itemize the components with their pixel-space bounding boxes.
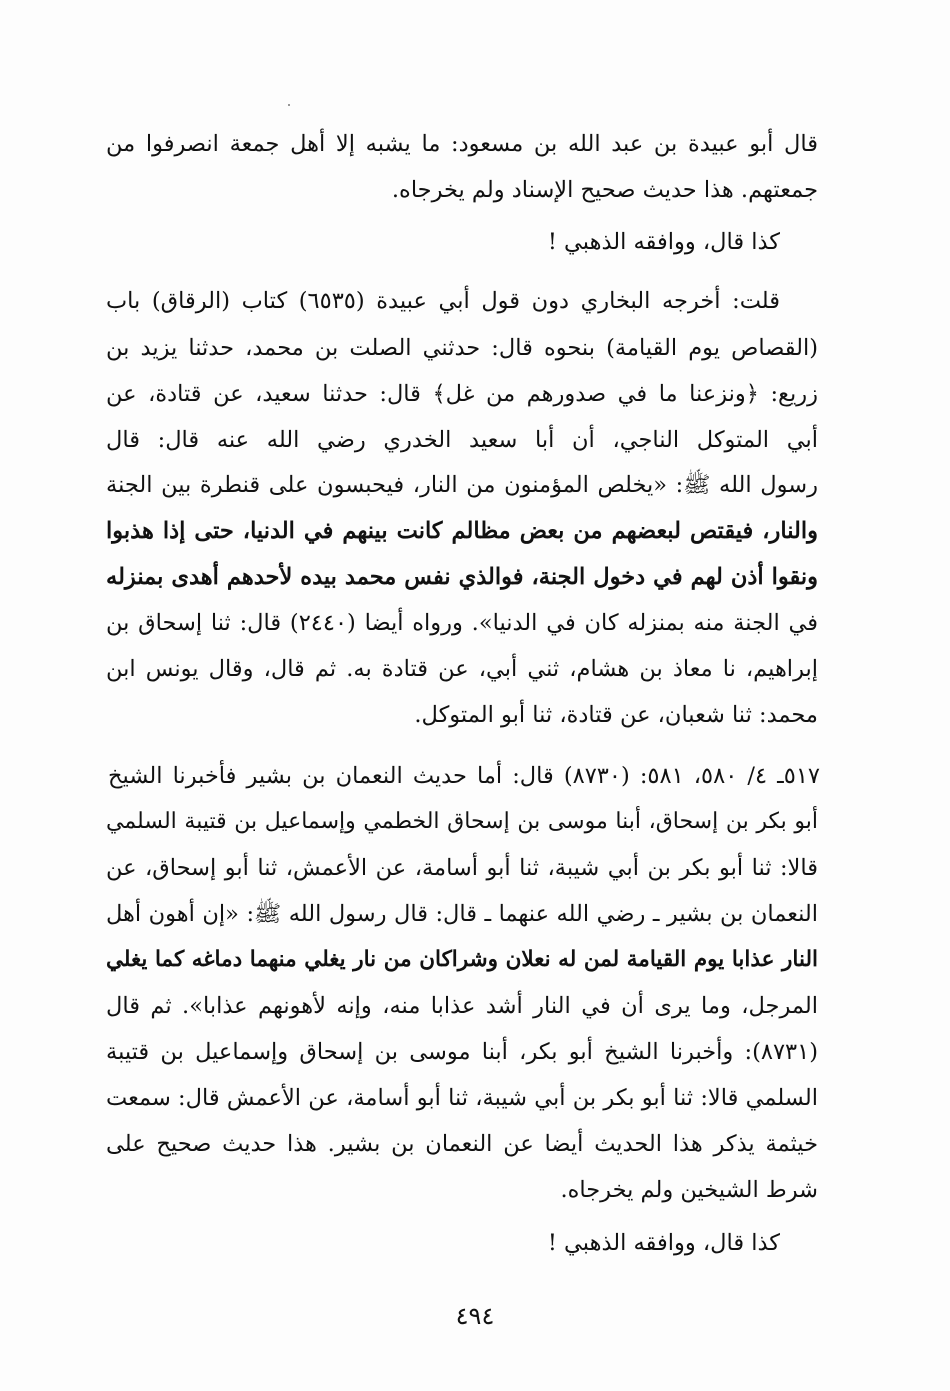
- text-line: المرجل، وما يرى أن في النار أشد عذابا منه، وإنه لأهونهم عذابا». ثم قال: [106, 993, 818, 1019]
- text-line: أبي المتوكل الناجي، أن أبا سعيد الخدري رضي الله عنه قال: قال: [106, 427, 818, 453]
- text-line: ٥١٧ـ ٤/ ٥٨٠، ٥٨١: (٨٧٣٠) قال: أما حديث النعمان بن بشير فأخبرنا الشيخ: [108, 763, 821, 789]
- speck: [288, 104, 290, 106]
- text-line: محمد: ثنا شعبان، عن قتادة، ثنا أبو المتوكل.: [414, 702, 818, 728]
- text-line: (٨٧٣١): وأخبرنا الشيخ أبو بكر، أبنا موسى بن إسحاق وإسماعيل بن قتيبة: [106, 1039, 818, 1065]
- text-line: أبو بكر بن إسحاق، أبنا موسى بن إسحاق الخطمي وإسماعيل بن قتيبة السلمي: [106, 809, 818, 834]
- text-line: السلمي قالا: ثنا أبو بكر بن أبي شيبة، ثنا أبو أسامة، عن الأعمش قال: سمعت: [106, 1085, 818, 1111]
- text-line: كذا قال، ووافقه الذهبي !: [547, 229, 780, 255]
- text-line: زريع: ﴿ونزعنا ما في صدورهم من غل﴾ قال: حدثنا سعيد، عن قتادة، عن: [106, 381, 818, 407]
- text-line: رسول الله ﷺ: «يخلص المؤمنون من النار، فيحبسون على قنطرة بين الجنة: [106, 472, 818, 498]
- text-line: جمعتهم. هذا حديث صحيح الإسناد ولم يخرجاه.: [391, 177, 818, 203]
- text-line: في الجنة منه بمنزله كان في الدنيا». ورواه أيضا (٢٤٤٠) قال: ثنا إسحاق بن: [106, 610, 818, 636]
- text-line: شرط الشيخين ولم يخرجاه.: [560, 1177, 818, 1203]
- text-line: ونقوا أذن لهم في دخول الجنة، فوالذي نفس محمد بيده لأحدهم أهدى بمنزله: [106, 564, 818, 590]
- text-line: قال أبو عبيدة بن عبد الله بن مسعود: ما يشبه إلا أهل جمعة انصرفوا من: [106, 131, 818, 157]
- text-line: خيثمة يذكر هذا الحديث أيضا عن النعمان بن بشير. هذا حديث صحيح على: [106, 1131, 818, 1157]
- text-line: (القصاص يوم القيامة) بنحوه قال: حدثني الصلت بن محمد، حدثنا يزيد بن: [106, 335, 818, 361]
- text-line: إبراهيم، نا معاذ بن هشام، ثني أبي، عن قتادة به. ثم قال، وقال يونس ابن: [106, 656, 818, 682]
- text-line: قلت: أخرجه البخاري دون قول أبي عبيدة (٦٥٣٥) كتاب (الرقاق) باب: [106, 288, 780, 314]
- text-line: قالا: ثنا أبو بكر بن أبي شيبة، ثنا أبو أسامة، عن الأعمش، ثنا أبو إسحاق، عن: [106, 855, 818, 881]
- text-line: النعمان بن بشير ـ رضي الله عنهما ـ قال: قال رسول الله ﷺ: «إن أهون أهل: [106, 901, 818, 927]
- text-line: كذا قال، ووافقه الذهبي !: [547, 1230, 780, 1256]
- text-line: النار عذابا يوم القيامة لمن له نعلان وشراكان من نار يغلي منهما دماغه كما يغلي: [106, 947, 818, 972]
- page-number: ٤٩٤: [455, 1302, 495, 1330]
- text-line: والنار، فيقتص لبعضهم من بعض مظالم كانت بينهم في الدنيا، حتى إذا هذبوا: [106, 518, 818, 544]
